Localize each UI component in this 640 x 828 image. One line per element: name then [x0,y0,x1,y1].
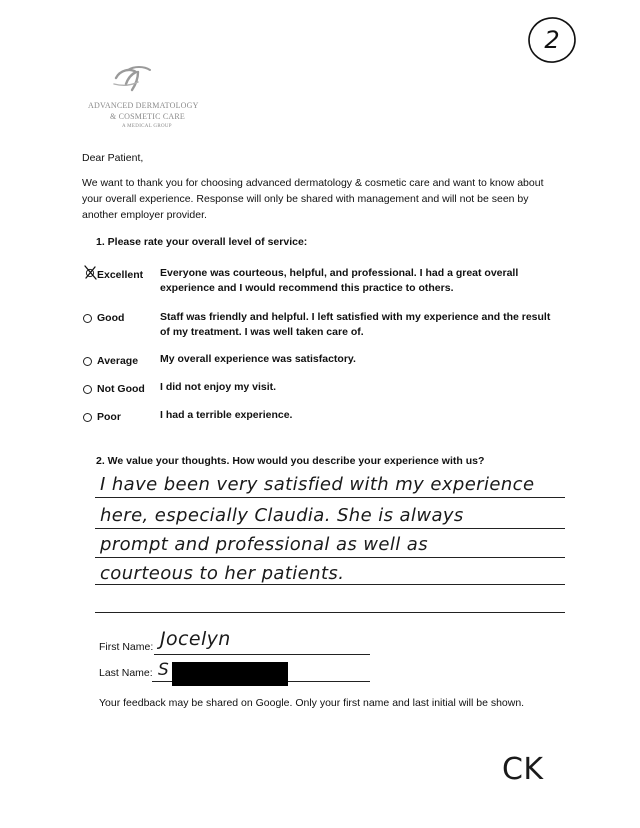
first-name-underline [154,654,370,655]
comment-text-line-3: prompt and professional as well as [100,534,429,555]
first-name-value[interactable]: Jocelyn [160,628,231,650]
excellent-checked-radio[interactable] [84,264,98,280]
logo-text-line2: & COSMETIC CARE [110,112,186,121]
comment-line-4-rule [95,584,565,585]
option-label-good: Good [97,312,125,324]
option-desc-average: My overall experience was satisfactory. [160,353,356,365]
option-label-excellent: Excellent [97,269,144,281]
intro-paragraph: We want to thank you for choosing advanced dermatology & cosmetic care and want to know about your overall experience. Response will only be shared with management and will not be seen by another employer provider. [82,177,544,221]
comment-line-5-rule [95,612,565,613]
page-number: 2 [544,26,560,54]
reviewer-initials: CK [502,752,544,787]
not-good-radio[interactable] [83,385,92,394]
logo-mark-icon [110,64,154,94]
page-number-circle [526,14,578,66]
poor-radio[interactable] [83,413,92,422]
footer-note: Your feedback may be shared on Google. Only your first name and last initial will be shown. [99,697,525,709]
question-1: 1. Please rate your overall level of service: [96,236,308,248]
logo-text-line3: A MEDICAL GROUP [122,124,172,129]
last-name-initial[interactable]: S [158,660,170,680]
comment-text-line-2: here, especially Claudia. She is always [100,505,464,526]
option-label-average: Average [97,355,139,367]
last-name-label: Last Name: [99,667,153,679]
comment-text-line-1: I have been very satisfied with my experience [100,474,535,495]
good-radio[interactable] [83,314,92,323]
option-label-poor: Poor [97,411,121,423]
average-radio[interactable] [83,357,92,366]
question-2: 2. We value your thoughts. How would you describe your experience with us? [96,455,485,467]
option-desc-good: Staff was friendly and helpful. I left satisfied with my experience and the result of my treatment. I was well taken care of. [160,311,551,338]
option-desc-poor: I had a terrible experience. [160,409,293,421]
logo-text-line1: ADVANCED DERMATOLOGY [88,101,199,110]
option-desc-not-good: I did not enjoy my visit. [160,381,277,393]
greeting: Dear Patient, [82,152,144,164]
comment-line-1-rule [95,497,565,498]
comment-line-3-rule [95,557,565,558]
first-name-label: First Name: [99,641,154,653]
comment-text-line-4: courteous to her patients. [100,563,345,584]
redaction-box [172,662,288,686]
option-desc-excellent: Everyone was courteous, helpful, and professional. I had a great overall experience and I would recommend this practice to others. [160,267,519,294]
option-label-not-good: Not Good [97,383,145,395]
comment-line-2-rule [95,528,565,529]
